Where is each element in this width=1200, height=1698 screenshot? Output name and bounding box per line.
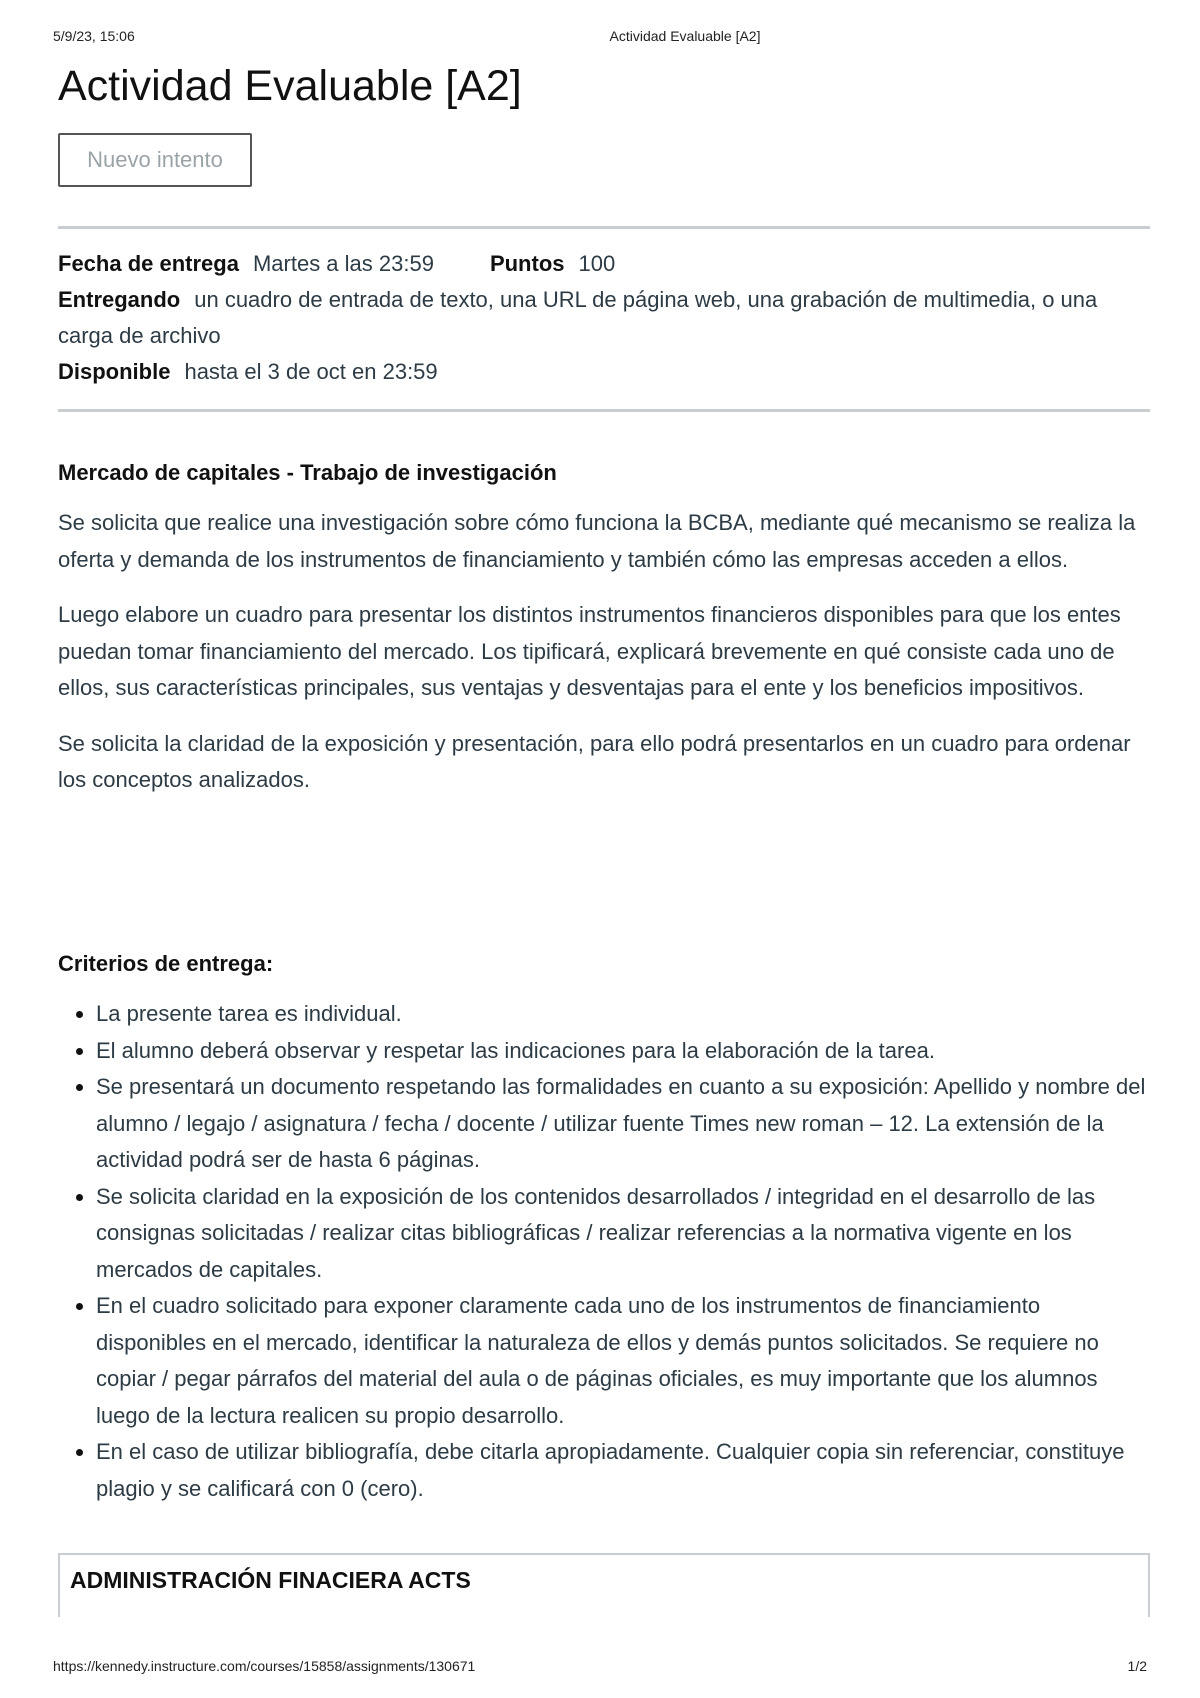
rubric-box: [58, 1553, 1150, 1617]
submitting-value: un cuadro de entrada de texto, una URL de página web, una grabación de multimedia, o una carga de archivo: [58, 287, 1098, 348]
due-label: Fecha de entrega: [58, 251, 239, 276]
page-number: 1/2: [1127, 1658, 1147, 1674]
submitting-label: Entregando: [58, 287, 181, 312]
available-value: hasta el 3 de oct en 23:59: [184, 359, 438, 384]
page-title: Actividad Evaluable [A2]: [58, 62, 522, 110]
criteria-item: • La presente tarea es individual.: [96, 996, 1150, 1033]
criteria-item: • Se presentará un documento respetando las formalidades en cuanto a su exposición: Apellido y nombre del alumno / legajo / asignatura / fecha / docente / utilizar fuente Times new roman – 12. La extensión de la actividad podrá ser de hasta 6 páginas.: [96, 1069, 1150, 1179]
criteria-item: • En el cuadro solicitado para exponer claramente cada uno de los instrumentos de financiamiento disponibles en el mercado, identificar la naturaleza de ellos y demás puntos solicitados. Se requiere no copiar / pegar párrafos del material del aula o de páginas oficiales, es muy importante que los alumnos luego de la lectura realicen su propio desarrollo.: [96, 1288, 1150, 1434]
description-paragraph: Se solicita que realice una investigación sobre cómo funciona la BCBA, mediante qué mecanismo se realiza la oferta y demanda de los instrumentos de financiamiento y también cómo las empresas acceden a ellos.: [58, 510, 1136, 572]
criteria-section: [58, 946, 1150, 1507]
assignment-details: [58, 246, 1150, 390]
rubric-title: ADMINISTRACIÓN FINACIERA ACTS: [70, 1567, 471, 1593]
points-label: Puntos: [489, 251, 565, 276]
available-label: Disponible: [58, 359, 171, 384]
criteria-item: • El alumno deberá observar y respetar las indicaciones para la elaboración de la tarea.: [96, 1033, 1150, 1070]
description-paragraph: Se solicita la claridad de la exposición y presentación, para ello podrá presentarlos en un cuadro para ordenar los conceptos analizados.: [58, 730, 1131, 792]
description-paragraph: Luego elabore un cuadro para presentar los distintos instrumentos financieros disponibles para que los entes puedan tomar financiamiento del mercado. Los tipificará, explicará brevemente en qué consiste cada uno de ellos, sus características principales, sus ventajas y desventajas para el ente y los beneficios impositivos.: [58, 602, 1121, 700]
description-heading: Mercado de capitales - Trabajo de investigación: [58, 460, 557, 485]
criteria-item: • En el caso de utilizar bibliografía, debe citarla apropiadamente. Cualquier copia sin referenciar, constituye plagio y se calificará con 0 (cero).: [96, 1434, 1150, 1507]
criteria-item: • Se solicita claridad en la exposición de los contenidos desarrollados / integridad en el desarrollo de las consignas solicitadas / realizar citas bibliográficas / realizar referencias a la normativa vigente en los mercados de capitales.: [96, 1179, 1150, 1289]
due-value: Martes a las 23:59: [252, 251, 434, 276]
due-row: [58, 246, 1150, 282]
available-row: [58, 354, 1150, 390]
criteria-list: [58, 996, 1150, 1507]
page-url: https://kennedy.instructure.com/courses/15858/assignments/130671: [53, 1658, 476, 1674]
assignment-description: [58, 455, 1150, 818]
divider-bottom: [58, 409, 1150, 412]
new-attempt-button[interactable]: Nuevo intento: [58, 133, 252, 187]
points-value: 100: [578, 251, 616, 276]
submitting-row: [58, 282, 1150, 354]
criteria-heading: Criterios de entrega:: [58, 951, 274, 976]
print-footer: [0, 1658, 1200, 1678]
print-header: [0, 28, 1200, 48]
print-datetime: 5/9/23, 15:06: [53, 28, 135, 44]
print-title: Actividad Evaluable [A2]: [609, 28, 761, 44]
divider-top: [58, 226, 1150, 229]
